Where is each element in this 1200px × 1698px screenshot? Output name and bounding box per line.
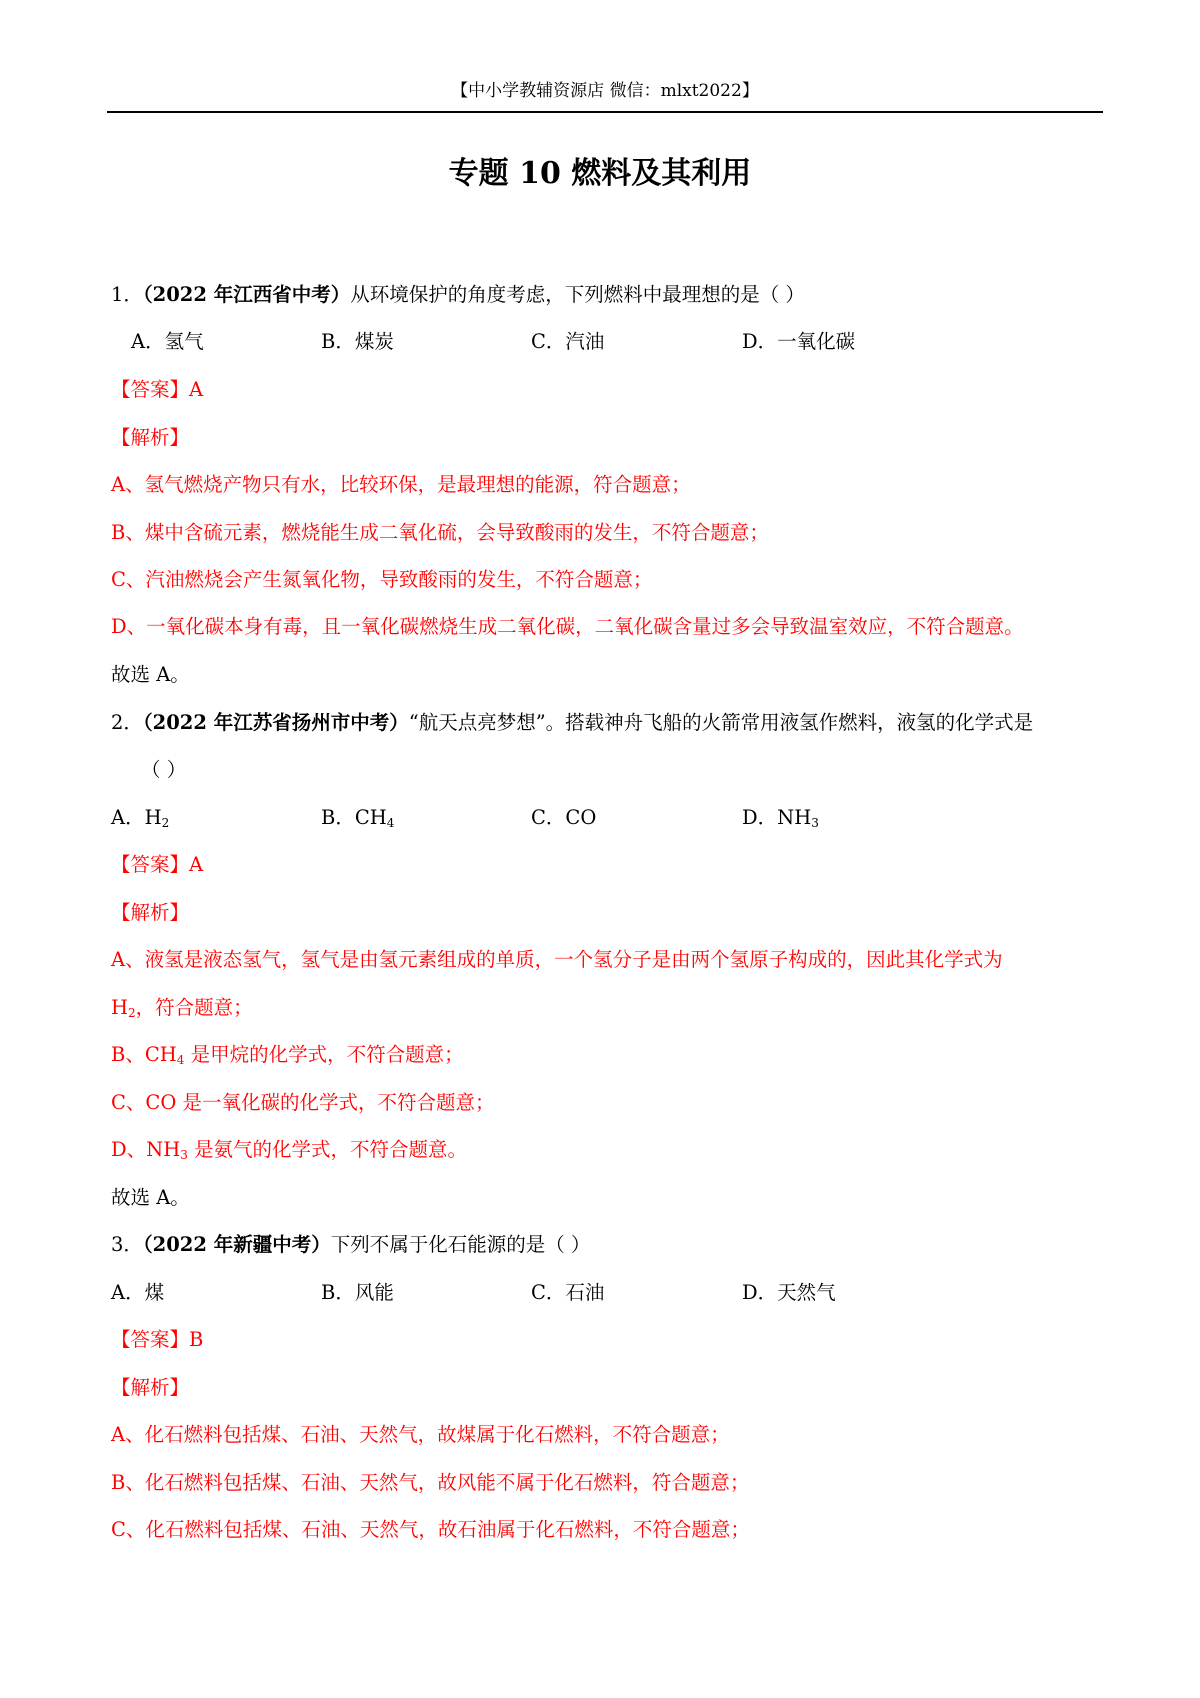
option-c: C．CO <box>531 806 597 829</box>
analysis-line: A、液氢是液态氢气，氢气是由氢元素组成的单质，一个氢分子是由两个氢原子构成的，因此其化学式为 <box>111 948 1003 971</box>
analysis-line: B、化石燃料包括煤、石油、天然气，故风能不属于化石燃料，符合题意； <box>111 1471 750 1494</box>
option-d: D．$NH_3$ <box>742 806 819 830</box>
option-a: A．氢气 <box>131 330 204 353</box>
question-1 <box>111 280 805 310</box>
answer-line <box>111 850 203 880</box>
question-stem: “航天点亮梦想”。搭载神舟飞船的火箭常用液氢作燃料，液氢的化学式是 <box>408 711 1034 734</box>
question-number: 2． <box>111 711 143 734</box>
header-divider <box>107 111 1103 113</box>
option-a: A．$H_2$ <box>111 806 170 830</box>
option-c: C．汽油 <box>531 330 605 353</box>
answer-value: B <box>189 1328 204 1351</box>
analysis-label: 【解析】 <box>111 901 190 924</box>
analysis-line: D、一氧化碳本身有毒，且一氧化碳燃烧生成二氧化碳，二氧化碳含量过多会导致温室效应，不符合题意。 <box>111 615 1024 638</box>
answer-line <box>111 1325 203 1355</box>
option-b: B．$CH_4$ <box>321 806 395 830</box>
answer-value: A <box>189 853 204 876</box>
analysis-line: C、CO 是一氧化碳的化学式，不符合题意； <box>111 1091 495 1114</box>
analysis-line: $H_2$，符合题意； <box>111 996 253 1020</box>
question-stem: 下列不属于化石能源的是（ ） <box>330 1233 591 1256</box>
question-2 <box>111 708 1033 738</box>
conclusion: 故选 A。 <box>111 663 190 686</box>
option-d: D．一氧化碳 <box>742 330 856 353</box>
analysis-line: C、汽油燃烧会产生氮氧化物，导致酸雨的发生，不符合题意； <box>111 568 653 591</box>
analysis-line: C、化石燃料包括煤、石油、天然气，故石油属于化石燃料，不符合题意； <box>111 1518 750 1541</box>
answer-value: A <box>189 378 204 401</box>
question-source: （2022 年新疆中考） <box>142 1233 331 1256</box>
question-3 <box>111 1230 590 1260</box>
analysis-line: B、煤中含硫元素，燃烧能生成二氧化硫，会导致酸雨的发生，不符合题意； <box>111 521 769 544</box>
analysis-label: 【解析】 <box>111 426 190 449</box>
option-b: B．煤炭 <box>321 330 394 353</box>
conclusion: 故选 A。 <box>111 1186 190 1209</box>
answer-label: 【答案】 <box>111 1328 190 1351</box>
question-stem-continued: （ ） <box>141 758 187 781</box>
analysis-line: A、化石燃料包括煤、石油、天然气，故煤属于化石燃料，不符合题意； <box>111 1423 730 1446</box>
page-title: 专题 10 燃料及其利用 <box>448 156 752 191</box>
option-b: B．风能 <box>321 1281 394 1304</box>
question-stem: 从环境保护的角度考虑，下列燃料中最理想的是（ ） <box>350 283 805 306</box>
analysis-line: D、$NH_3$ 是氨气的化学式，不符合题意。 <box>111 1138 468 1162</box>
analysis-label: 【解析】 <box>111 1376 190 1399</box>
analysis-line: B、$CH_4$ 是甲烷的化学式，不符合题意； <box>111 1043 464 1067</box>
question-number: 3． <box>111 1233 143 1256</box>
answer-label: 【答案】 <box>111 378 190 401</box>
answer-line <box>111 375 203 405</box>
option-c: C．石油 <box>531 1281 605 1304</box>
question-source: （2022 年江苏省扬州市中考） <box>142 711 409 734</box>
option-a: A．煤 <box>111 1281 165 1304</box>
answer-label: 【答案】 <box>111 853 190 876</box>
option-d: D．天然气 <box>742 1281 836 1304</box>
question-number: 1． <box>111 283 143 306</box>
page-header: 【中小学教辅资源店 微信：mlxt2022】 <box>451 81 759 101</box>
question-source: （2022 年江西省中考） <box>142 283 351 306</box>
analysis-line: A、氢气燃烧产物只有水，比较环保，是最理想的能源，符合题意； <box>111 473 691 496</box>
